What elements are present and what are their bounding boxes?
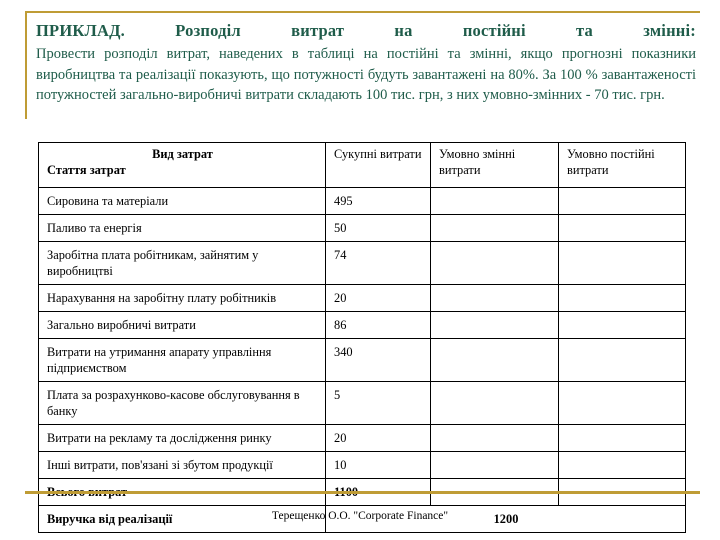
left-accent-bar (25, 11, 27, 119)
heading-word-2: на (394, 21, 413, 40)
cell-total: 74 (326, 242, 431, 285)
header-cell-total: Сукупні витрати (326, 143, 431, 188)
table-row (39, 339, 686, 382)
heading-word-4: та (576, 21, 594, 40)
intro-text-block (36, 20, 696, 106)
cell-total: 50 (326, 215, 431, 242)
cell-fixed (559, 452, 686, 479)
cell-cost-article: Заробітна плата робітникам, зайнятим у виробництві (39, 242, 326, 285)
cell-fixed (559, 215, 686, 242)
cost-classification-table (38, 142, 686, 533)
intro-paragraph: Провести розподіл витрат, наведених в таблиці на постійні та змінні, якщо прогнозні показники виробництва та реалізації показують, що потужності будуть завантажені на 80%. За 100 % завантаженості потужностей загально-виробничі витрати складають 100 тис. грн, з них умовно-змінних - 70 тис. грн. (36, 46, 696, 103)
cell-total: 20 (326, 425, 431, 452)
table-row (39, 312, 686, 339)
cell-revenue-value: 1200 (326, 506, 686, 533)
heading-word-5: змінні: (643, 21, 696, 40)
header-cell-variable: Умовно змінні витрати (431, 143, 559, 188)
cell-variable (431, 242, 559, 285)
cell-fixed (559, 382, 686, 425)
cell-variable (431, 339, 559, 382)
cell-fixed (559, 425, 686, 452)
cell-cost-article: Загально виробничі витрати (39, 312, 326, 339)
table-row (39, 242, 686, 285)
table-row (39, 452, 686, 479)
header-cell-cost-article (39, 143, 326, 188)
table-header-row (39, 143, 686, 188)
cell-cost-article: Витрати на утримання апарату управління підприємством (39, 339, 326, 382)
cell-total: 10 (326, 452, 431, 479)
table-row (39, 425, 686, 452)
cell-total: 20 (326, 285, 431, 312)
cell-variable (431, 215, 559, 242)
table-body (39, 188, 686, 533)
header-cost-article: Стаття затрат (47, 163, 126, 177)
cell-total: 5 (326, 382, 431, 425)
cell-variable (431, 188, 559, 215)
heading-word-1: витрат (291, 21, 345, 40)
table-row (39, 285, 686, 312)
cell-fixed (559, 188, 686, 215)
cell-fixed (559, 242, 686, 285)
header-cell-fixed: Умовно постійні витрати (559, 143, 686, 188)
cell-cost-article: Нарахування на заробітну плату робітників (39, 285, 326, 312)
cell-fixed (559, 312, 686, 339)
top-accent-rule (25, 11, 700, 13)
cell-total: 86 (326, 312, 431, 339)
cell-cost-article: Паливо та енергія (39, 215, 326, 242)
cell-variable (431, 312, 559, 339)
cell-total: 495 (326, 188, 431, 215)
heading-word-0: Розподіл (175, 21, 241, 40)
cell-fixed (559, 285, 686, 312)
cell-cost-article: Інші витрати, пов'язані зі збутом продукції (39, 452, 326, 479)
cell-variable (431, 285, 559, 312)
heading-label: ПРИКЛАД. (36, 21, 125, 40)
cell-variable (431, 425, 559, 452)
table-row (39, 215, 686, 242)
cell-total: 340 (326, 339, 431, 382)
cell-fixed (559, 339, 686, 382)
cell-cost-article: Витрати на рекламу та дослідження ринку (39, 425, 326, 452)
table-row (39, 382, 686, 425)
cell-cost-article: Плата за розрахунково-касове обслуговування в банку (39, 382, 326, 425)
bottom-accent-rule (25, 491, 700, 494)
heading-word-3: постійні (462, 21, 526, 40)
cell-variable (431, 452, 559, 479)
page-title (36, 20, 696, 42)
table-row (39, 188, 686, 215)
cell-cost-article: Сировина та матеріали (39, 188, 326, 215)
header-kind-of-costs: Вид затрат (152, 147, 213, 161)
cell-revenue-label: Виручка від реалізації (39, 506, 326, 533)
slide-footer: Терещенко О.О. "Corporate Finance" (271, 510, 449, 522)
cell-variable (431, 382, 559, 425)
